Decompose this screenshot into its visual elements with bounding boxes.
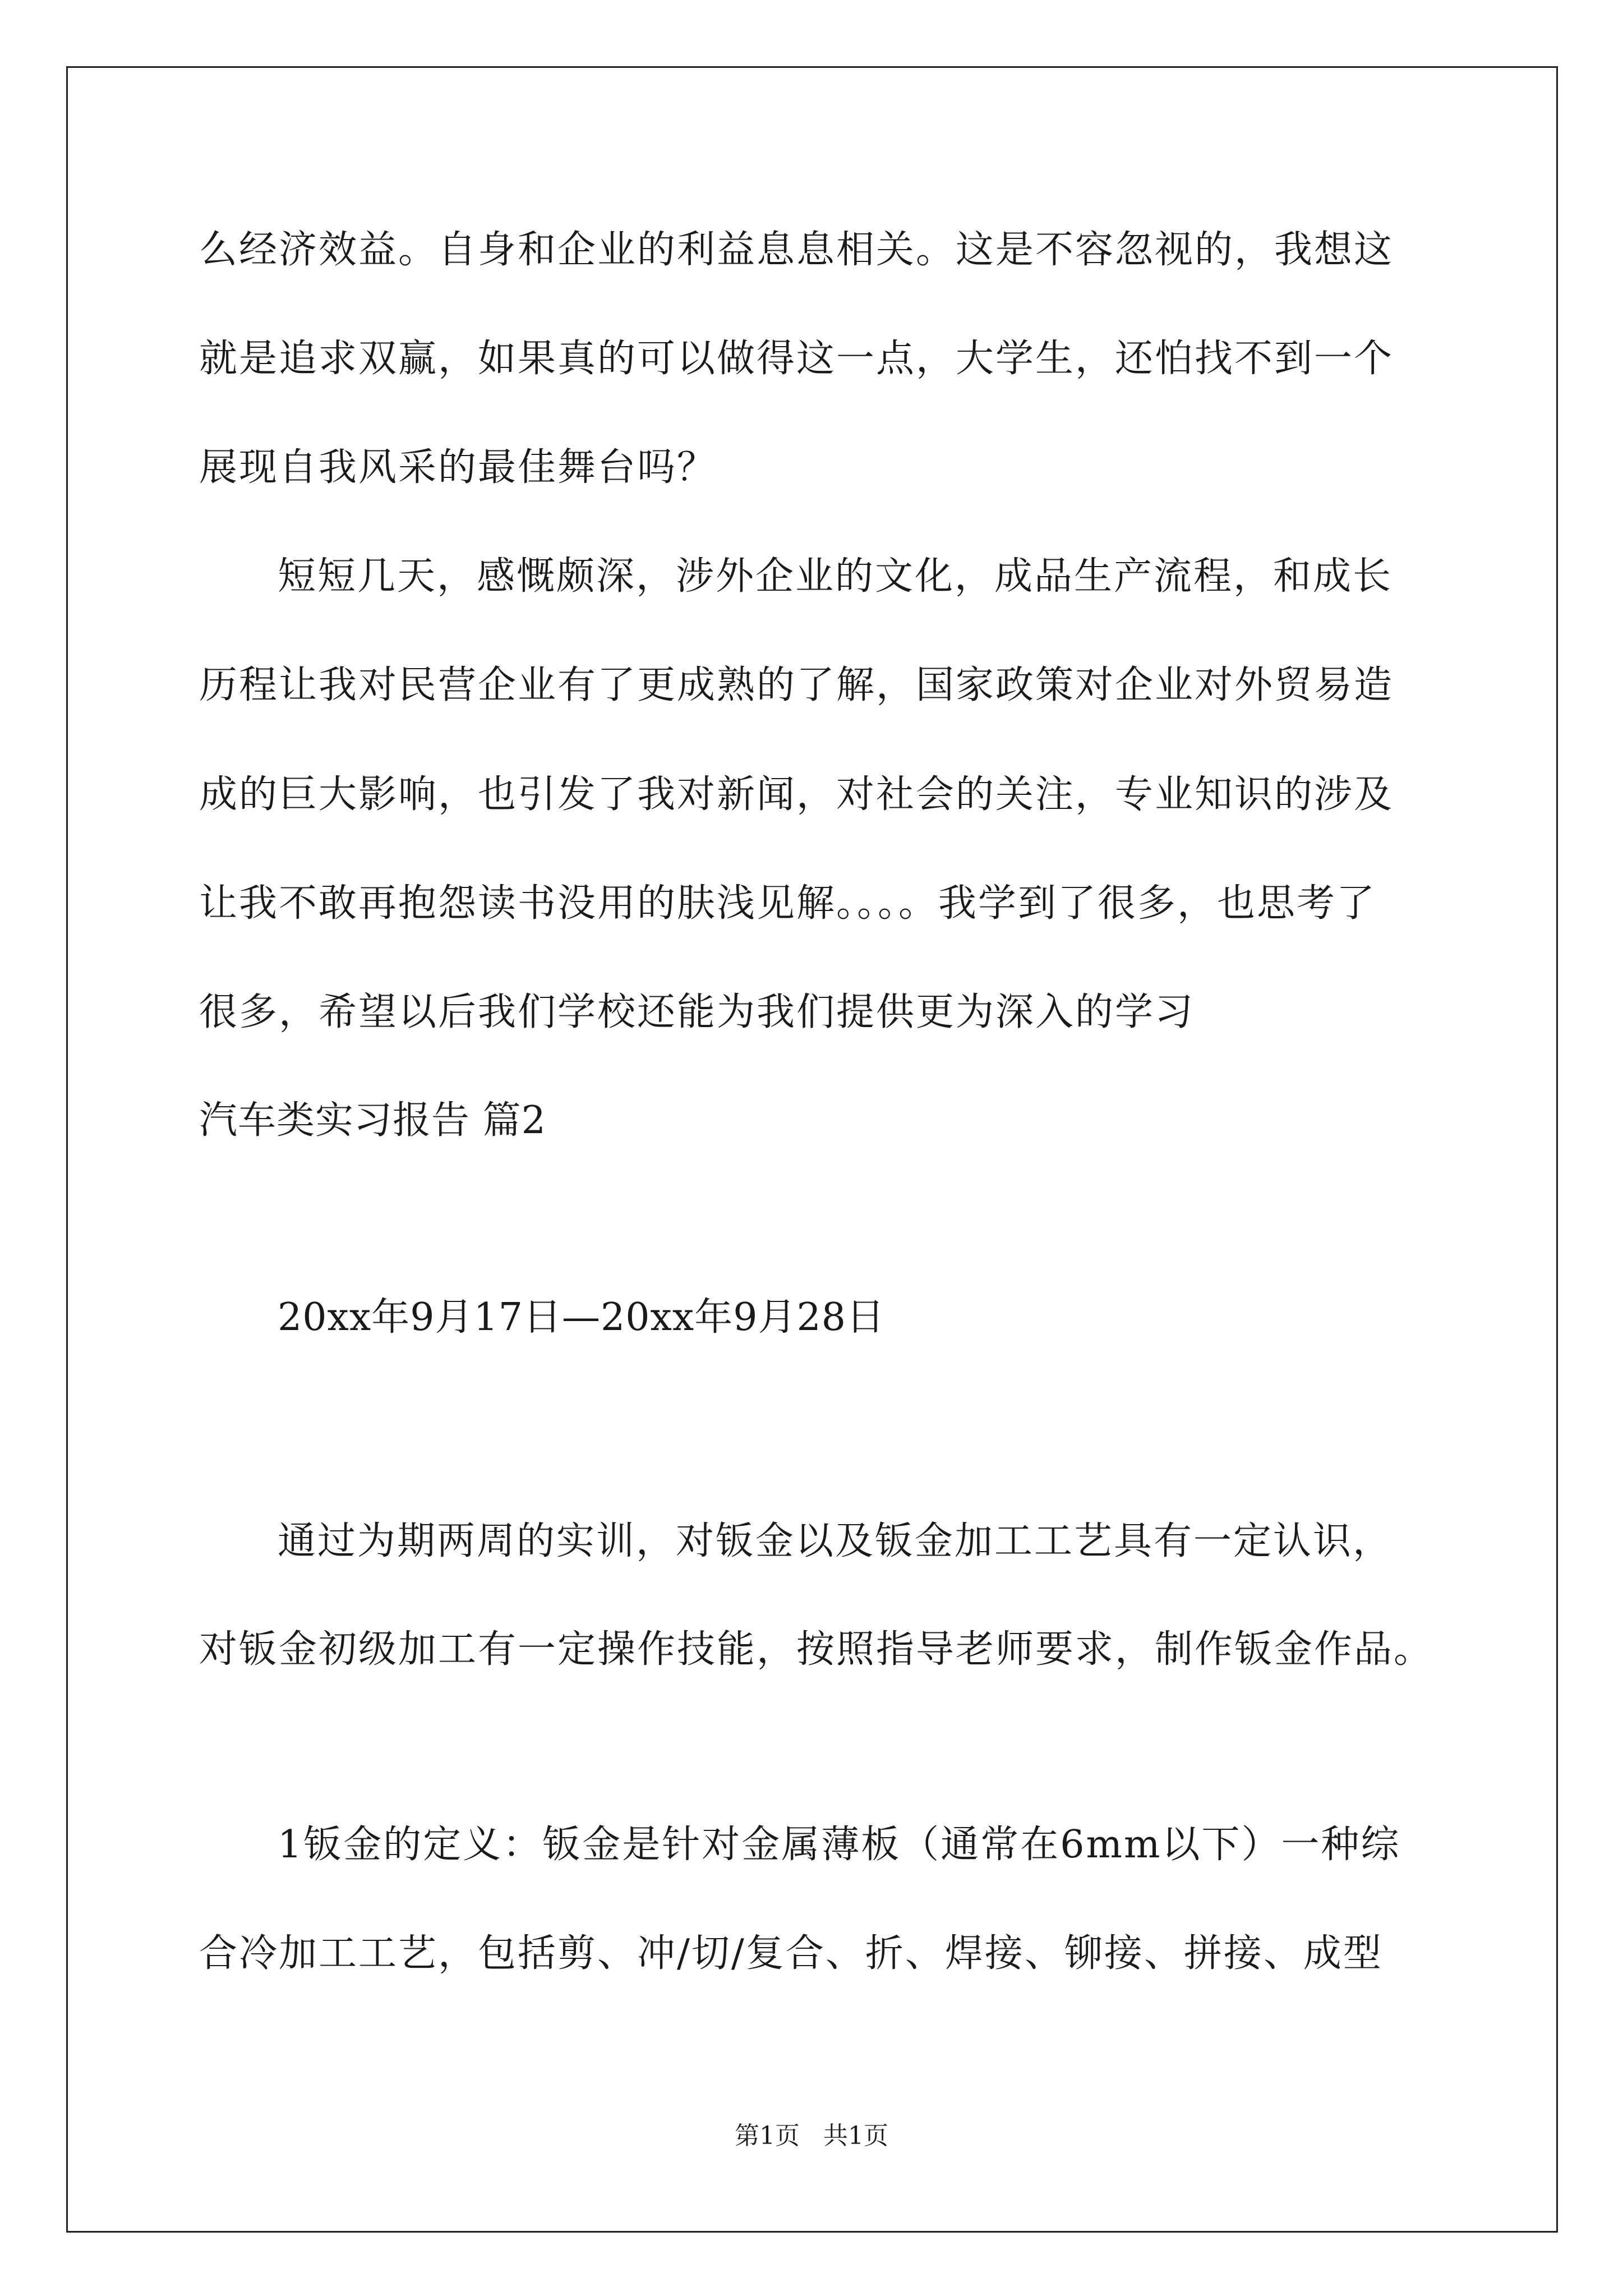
date-range: 20xx年9月17日—20xx年9月28日 <box>278 1295 886 1340</box>
page-border <box>66 66 1558 2233</box>
paragraph-line-6: 成的巨大影响，也引发了我对新闻，对社会的关注，专业知识的涉及 <box>199 772 1394 817</box>
paragraph-line-9: 通过为期两周的实训，对钣金以及钣金加工工艺具有一定认识， <box>278 1519 1393 1563</box>
paragraph-line-5: 历程让我对民营企业有了更成熟的了解，国家政策对企业对外贸易造 <box>199 663 1394 707</box>
paragraph-line-4: 短短几天，感慨颇深，涉外企业的文化，成品生产流程，和成长 <box>278 554 1393 599</box>
paragraph-line-3: 展现自我风采的最佳舞台吗？ <box>199 445 717 490</box>
page-number-footer: 第1页 共1页 <box>735 2122 888 2150</box>
paragraph-line-11: 1钣金的定义：钣金是针对金属薄板（通常在6mm以下）一种综 <box>278 1823 1401 1867</box>
paragraph-line-1: 么经济效益。自身和企业的利益息息相关。这是不容忽视的，我想这 <box>199 228 1394 272</box>
paragraph-line-12: 合冷加工工艺，包括剪、冲/切/复合、折、焊接、铆接、拼接、成型 <box>199 1931 1383 1976</box>
paragraph-line-2: 就是追求双赢，如果真的可以做得这一点，大学生，还怕找不到一个 <box>199 337 1394 381</box>
paragraph-line-8: 很多，希望以后我们学校还能为我们提供更为深入的学习 <box>199 990 1195 1034</box>
paragraph-line-7: 让我不敢再抱怨读书没用的肤浅见解。。。。我学到了很多，也思考了 <box>199 881 1377 926</box>
paragraph-line-10: 对钣金初级加工有一定操作技能，按照指导老师要求，制作钣金作品。 <box>199 1627 1434 1672</box>
section-heading: 汽车类实习报告 篇2 <box>199 1098 546 1143</box>
